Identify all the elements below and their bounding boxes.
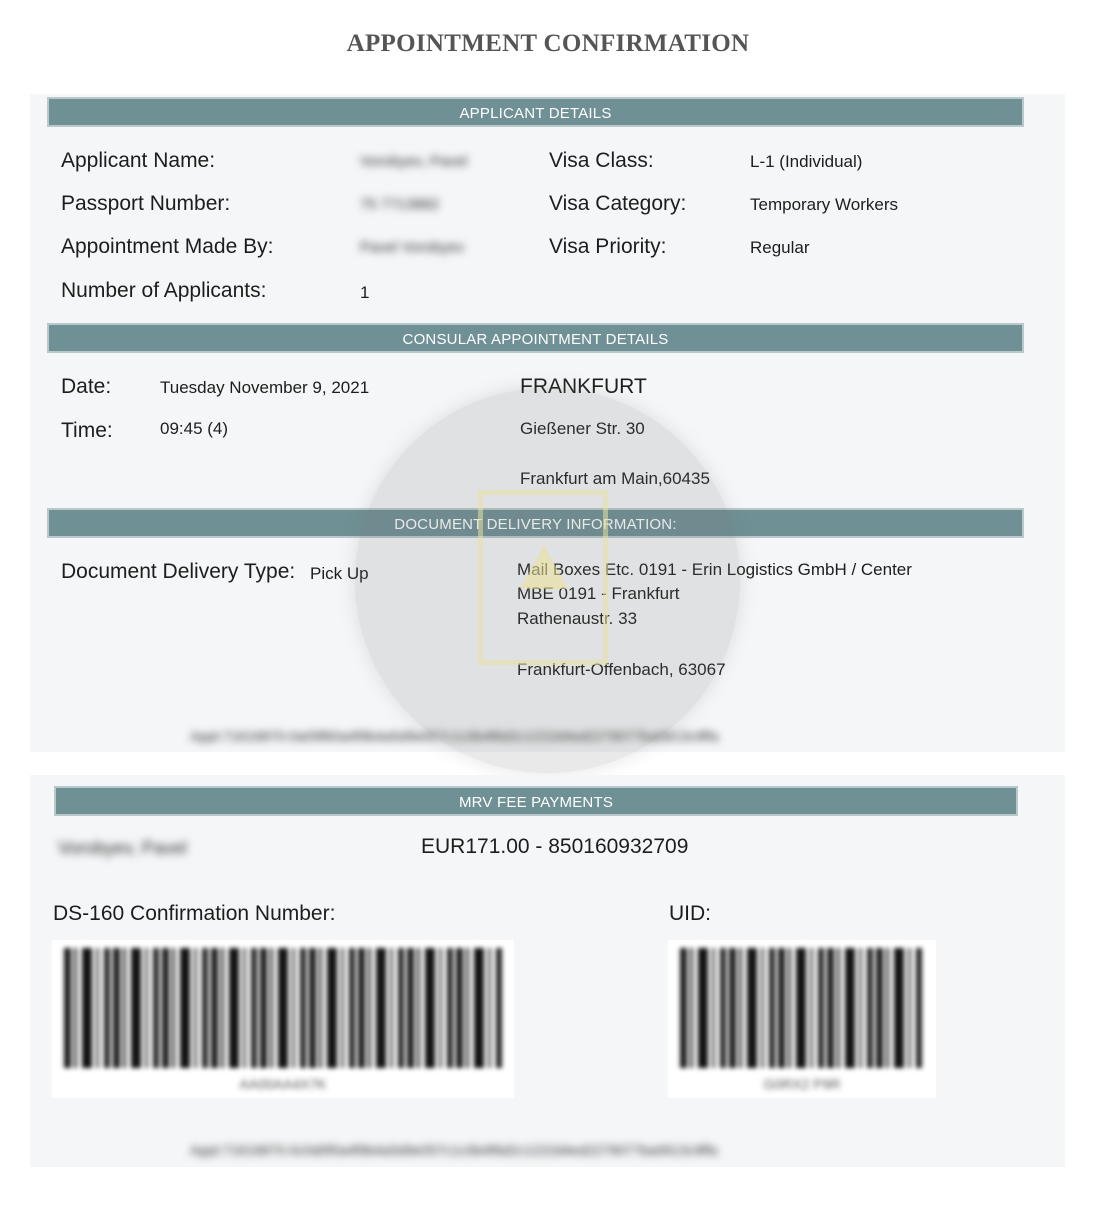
ds160-barcode-number: AA00AA4X7K: [239, 1076, 327, 1092]
delivery-address-line2: MBE 0191 - Frankfurt: [517, 584, 680, 603]
visa-class-label: Visa Class:: [549, 149, 654, 172]
delivery-type-label: Document Delivery Type:: [61, 560, 296, 583]
consulate-street: Gießener Str. 30: [520, 419, 645, 438]
time-value: 09:45 (4): [160, 419, 229, 438]
applicant-name-value: Vorobyev, Pavel: [360, 153, 468, 170]
applicant-name-label: Applicant Name:: [61, 149, 216, 172]
visa-class-value: L-1 (Individual): [750, 152, 863, 171]
consulate-city-zip: Frankfurt am Main,60435: [520, 469, 710, 488]
passport-number-value: 75 7713882: [360, 196, 440, 213]
visa-priority-label: Visa Priority:: [549, 235, 667, 258]
appointment-reference-1: Appt:71616870-0a09f60a4f9b4a5d9e057c1c0b4f6d2c1222d4ed2279077ba0613c9ffa: [190, 728, 719, 744]
uid-barcode-bars: [680, 948, 924, 1068]
uid-label: UID:: [669, 902, 711, 925]
appointment-reference-2: Appt:71616870-0c0d0f0a4f9b4a5d9e057c1c0b4f6d2c1222d4ed2279077ba0613c9ffa: [190, 1142, 718, 1158]
applicant-details-header: APPLICANT DETAILS: [47, 97, 1024, 127]
appointment-made-by-value: Pavel Vorobyev: [360, 239, 465, 256]
delivery-address-line1: Mail Boxes Etc. 0191 - Erin Logistics GmbH / Center: [517, 560, 912, 579]
time-label: Time:: [61, 419, 113, 442]
visa-priority-value: Regular: [750, 238, 810, 257]
delivery-address-line3: Rathenaustr. 33: [517, 609, 638, 628]
ds160-barcode: [52, 940, 514, 1098]
date-label: Date:: [61, 375, 112, 398]
delivery-type-value: Pick Up: [310, 564, 369, 583]
delivery-address-line4: Frankfurt-Offenbach, 63067: [517, 660, 726, 679]
uid-barcode: [668, 940, 936, 1098]
ds160-label: DS-160 Confirmation Number:: [53, 902, 336, 925]
appointment-made-by-label: Appointment Made By:: [61, 235, 274, 258]
consulate-city: FRANKFURT: [520, 375, 647, 398]
consular-details-header: CONSULAR APPOINTMENT DETAILS: [47, 323, 1024, 353]
number-of-applicants-label: Number of Applicants:: [61, 279, 267, 302]
watermark-triangle-icon: [520, 545, 568, 589]
delivery-info-header: DOCUMENT DELIVERY INFORMATION:: [47, 508, 1024, 538]
mrv-fee-header: MRV FEE PAYMENTS: [54, 786, 1018, 816]
fee-amount: EUR171.00 - 850160932709: [421, 835, 689, 858]
uid-barcode-number: G0RX2 P9R: [763, 1076, 841, 1092]
fee-payer-name: Vorobyev, Pavel: [58, 838, 187, 858]
ds160-barcode-bars: [64, 948, 502, 1068]
visa-category-value: Temporary Workers: [750, 195, 898, 214]
page-title: APPOINTMENT CONFIRMATION: [346, 30, 750, 57]
number-of-applicants-value: 1: [360, 283, 370, 302]
visa-category-label: Visa Category:: [549, 192, 687, 215]
passport-number-label: Passport Number:: [61, 192, 231, 215]
date-value: Tuesday November 9, 2021: [160, 378, 370, 397]
